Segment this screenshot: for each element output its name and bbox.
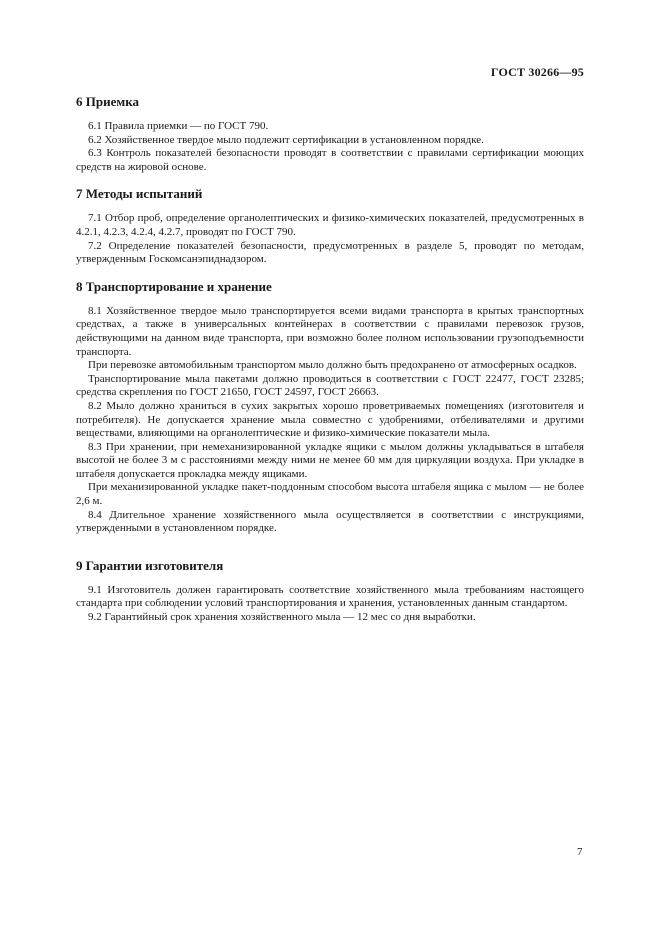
section-transport-storage <box>76 279 584 536</box>
section-title: 9 Гарантии изготовителя <box>76 557 224 573</box>
paragraph: 8.2 Мыло должно храниться в сухих закрытых хорошо проветриваемых помещениях (изготовителя и потребителя). Не допускается хранение мыла совместно с удобрениями, отбеливателями и другими веществами, влияющими на органолептические и физико-химические показатели мыла. <box>76 399 584 440</box>
paragraph: При механизированной укладке пакет-поддонным способом высота штабеля ящика с мылом — не более 2,6 м. <box>76 481 584 508</box>
paragraph: 6.3 Контроль показателей безопасности проводят в соответствии с правилами сертификации моющих средств на жировой основе. <box>76 147 584 173</box>
page-number: 7 <box>577 846 583 858</box>
document-code: ГОСТ 30266—95 <box>490 65 584 79</box>
paragraph: 9.1 Изготовитель должен гарантировать соответствие хозяйственного мыла требованиям настоящего стандарта при соблюдении условий транспортирования и хранения, установленных данным стандартом. <box>76 583 584 610</box>
paragraph: 7.2 Определение показателей безопасности, предусмотренных в разделе 5, проводят по методам, утвержденным Госкомсанэпиднадзором. <box>76 239 584 266</box>
paragraph: 9.2 Гарантийный срок хранения хозяйственного мыла — 12 мес со дня выработки. <box>88 611 476 624</box>
paragraph: При перевозке автомобильным транспортом мыло должно быть предохранено от атмосферных осадков. <box>88 359 577 372</box>
section-acceptance <box>76 94 584 174</box>
section-title: 7 Методы испытаний <box>76 186 203 202</box>
section-manufacturer-warranty <box>76 558 584 625</box>
paragraph: 6.2 Хозяйственное твердое мыло подлежит сертификации в установленном порядке. <box>88 133 484 146</box>
paragraph: 6.1 Правила приемки — по ГОСТ 790. <box>88 120 269 132</box>
section-title: 6 Приемка <box>76 94 140 109</box>
section-test-methods <box>76 186 584 266</box>
paragraph: 8.4 Длительное хранение хозяйственного мыла осуществляется в соответствии с инструкциями, утвержденными в установленном порядке. <box>76 508 584 535</box>
paragraph: 7.1 Отбор проб, определение органолептических и физико-химических показателей, предусмотренных в 4.2.1, 4.2.3, 4.2.4, 4.2.7, проводят по ГОСТ 790. <box>76 212 584 238</box>
paragraph: 8.1 Хозяйственное твердое мыло транспортируется всеми видами транспорта в крытых транспортных средствах, а также в универсальных контейнерах в соответствии с правилами перевозок грузов, действующими на данном виде транспорта, при возможно более полном использовании грузоподъемности транспорта. <box>76 304 584 358</box>
paragraph: Транспортирование мыла пакетами должно проводиться в соответствии с ГОСТ 22477, ГОСТ 23285; средства скрепления по ГОСТ 21650, ГОСТ 24597, ГОСТ 26663. <box>76 372 584 399</box>
section-title: 8 Транспортирование и хранение <box>76 278 272 294</box>
document-body <box>76 94 584 637</box>
paragraph: 8.3 При хранении, при немеханизированной укладке ящики с мылом должны укладываться в штабеля высотой не более 3 м с расстояниями между ними не менее 60 мм для циркуляции воздуха. При укладке в штабеля допускается прокладка между ящиками. <box>76 440 584 480</box>
